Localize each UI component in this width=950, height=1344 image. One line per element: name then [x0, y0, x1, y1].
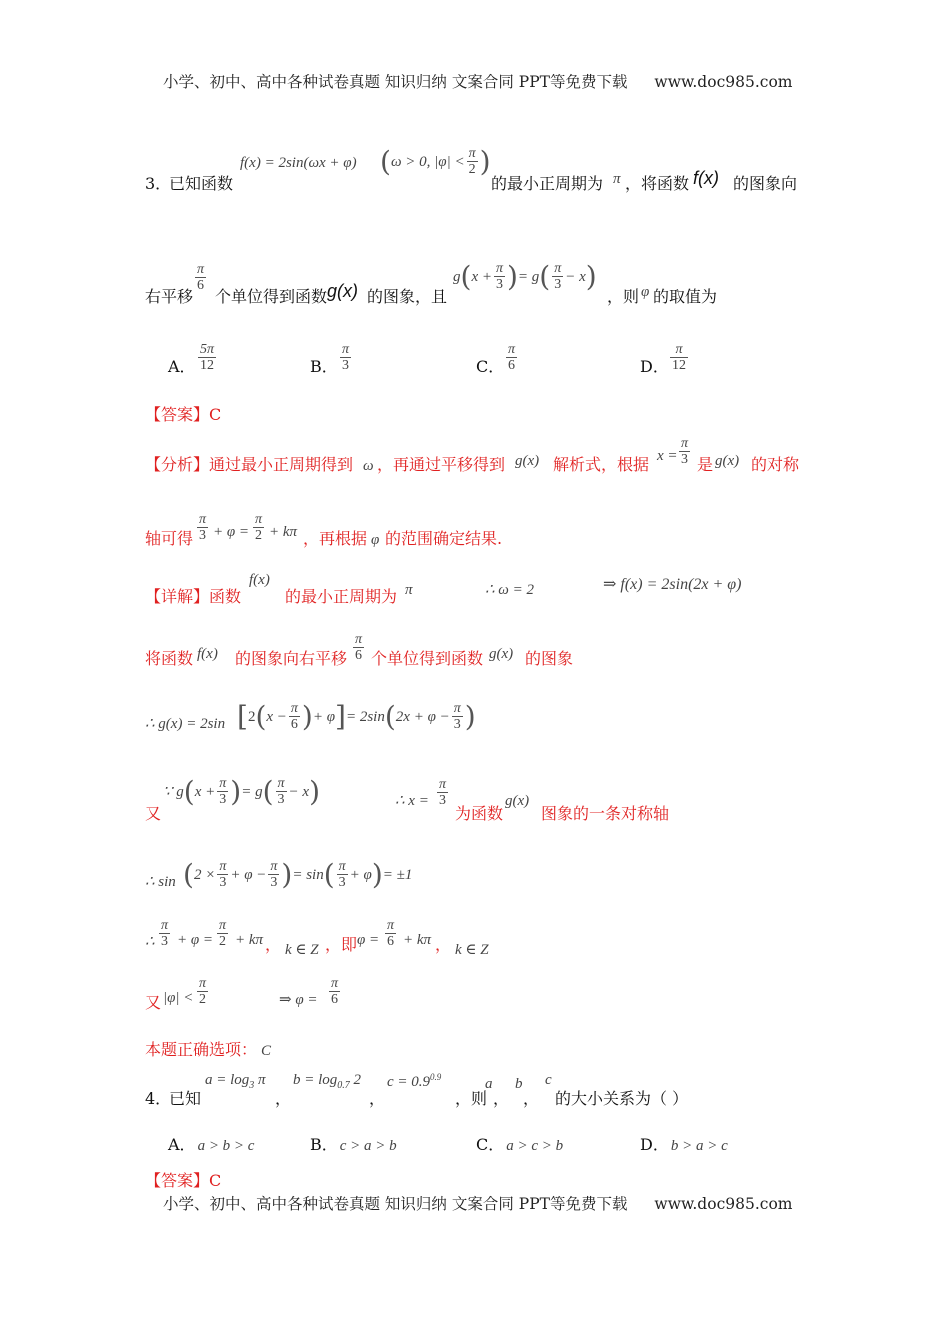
g-equation: g(x + $\frac{\pi}{3}$ )= g( $\frac{\pi}{3}$ − x): [453, 260, 597, 293]
q3-answer: 【答案】C: [145, 405, 222, 424]
line2-d: ，则: [607, 287, 640, 306]
line2-a: 右平移: [145, 287, 194, 306]
line2-e: 的取值为: [653, 287, 718, 306]
footer-site: www.doc985.com: [654, 1195, 793, 1213]
condition: (ω > 0, |φ| < $\frac{\pi}{2}$ ): [380, 145, 491, 178]
q4-option-b[interactable]: B． c > a > b: [310, 1135, 397, 1154]
question-number: 4．: [145, 1089, 172, 1108]
gx-label: g(x): [327, 281, 358, 301]
g-bracket: [2(x − $\frac{\pi}{6}$ )+ φ]= 2sin(2x + φ − $\frac{\pi}{3}$ ): [237, 700, 476, 733]
fx-label: f(x): [693, 168, 719, 188]
line2-c: 的图象，且: [367, 287, 448, 306]
q3-text1: 的最小正周期为: [491, 174, 604, 193]
q3-intro: 已知函数: [169, 174, 234, 193]
question-number: 3．: [145, 174, 172, 193]
page-header: [163, 70, 792, 92]
q4-option-d[interactable]: D． b > a > c: [640, 1135, 728, 1154]
phi-symbol: φ: [641, 284, 650, 300]
q4-option-a[interactable]: A． a > b > c: [168, 1135, 255, 1154]
pi-symbol: π: [613, 171, 621, 187]
footer-text: 小学、初中、高中各种试卷真题 知识归纳 文案合同 PPT等免费下载: [163, 1195, 628, 1213]
q4-answer: 【答案】C: [145, 1171, 222, 1190]
q4-option-c[interactable]: C． a > c > b: [476, 1135, 564, 1154]
header-text: 小学、初中、高中各种试卷真题 知识归纳 文案合同 PPT等免费下载: [163, 73, 628, 91]
q3-text2: ，将函数: [625, 174, 690, 193]
correct-line: 本题正确选项： C: [145, 1040, 272, 1059]
shift-frac: $\frac{\pi}{6}$: [197, 262, 205, 294]
because-eq: ∵ g(x + $\frac{\pi}{3}$ )= g( $\frac{\pi}{3}$ − x): [163, 775, 321, 808]
header-site: www.doc985.com: [654, 73, 793, 91]
page-footer: [163, 1192, 792, 1214]
sin-eq: (2 × $\frac{\pi}{3}$ + φ − $\frac{\pi}{3}$ )= sin( $\frac{\pi}{3}$ + φ)= ±1: [183, 858, 413, 891]
line2-b: 个单位得到函数: [215, 287, 328, 306]
q3-text3: 的图象向: [733, 174, 798, 193]
formula-f: f(x) = 2sin(ωx + φ): [240, 155, 357, 171]
